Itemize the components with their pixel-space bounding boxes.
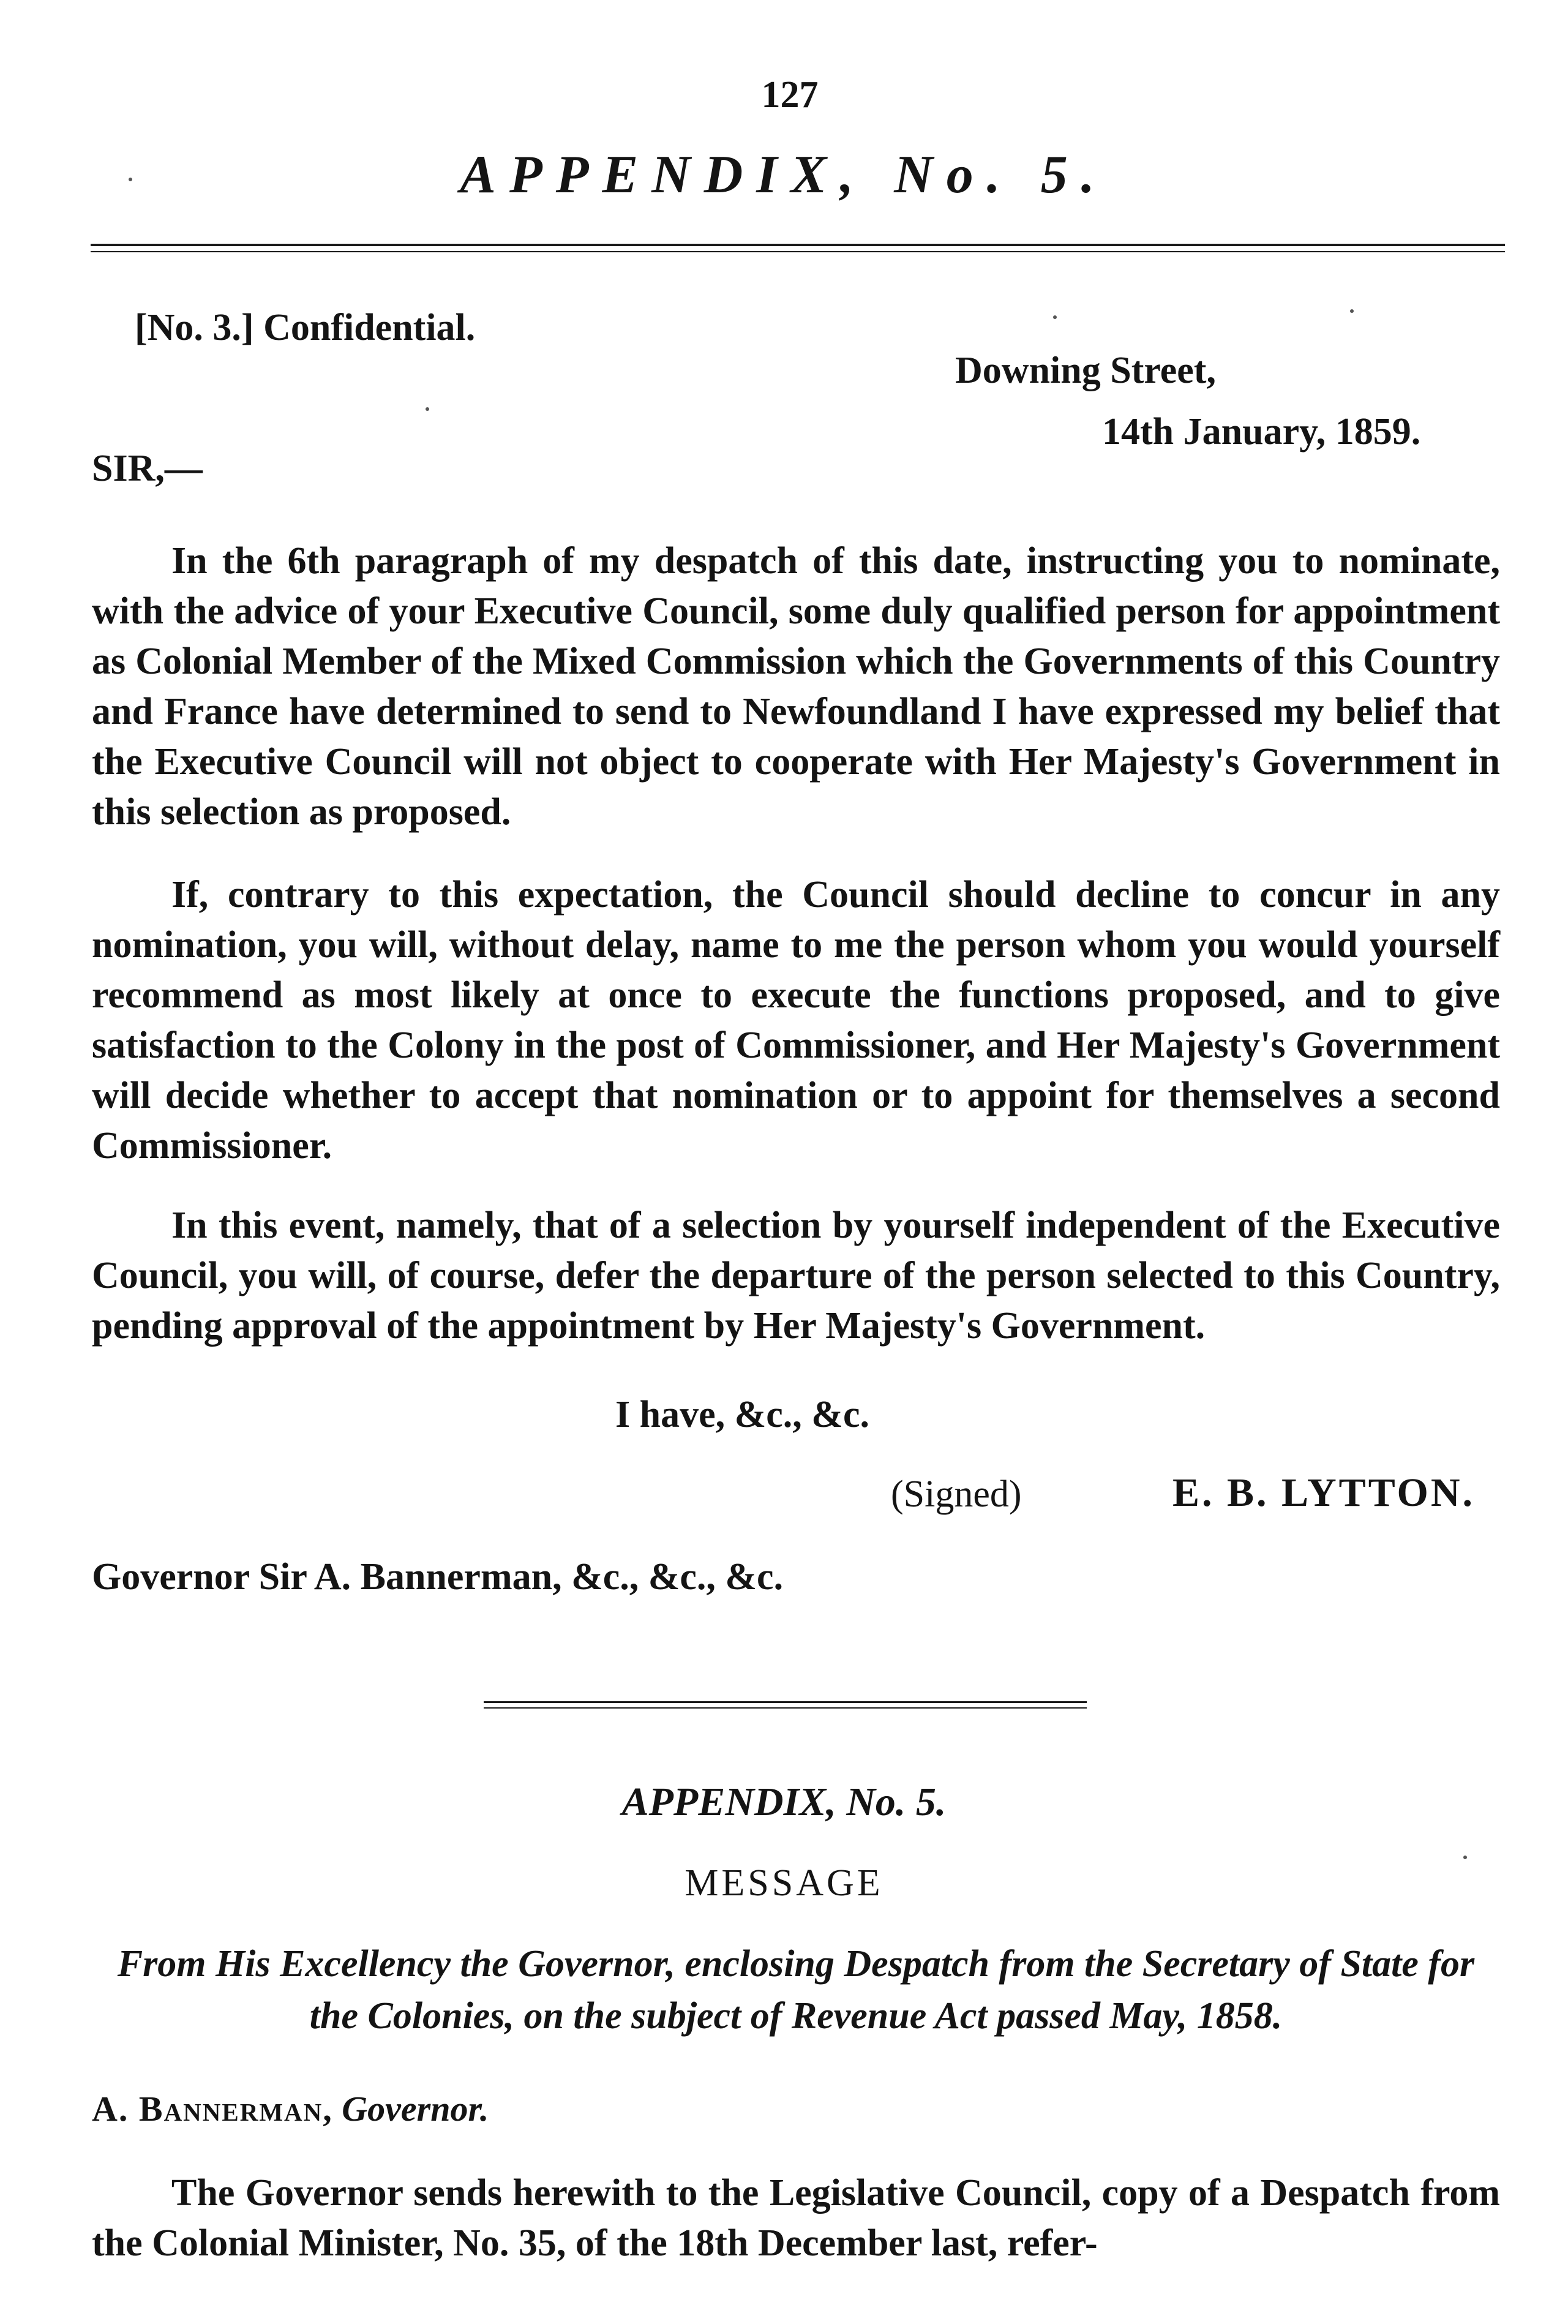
addressee: Governor Sir A. Bannerman, &c., &c., &c. [92,1556,784,1598]
letter-reference: [No. 3.] Confidential. [135,307,476,348]
letter-paragraph-2: If, contrary to this expectation, the Council should decline to concur in any nomination, you will, without delay, name to me the person whom you would yourself recommend as most likely at once to execute the functions proposed, and to give satisfaction to the Colony in the post of Commissioner, and Her Majesty's Government will decide whether to accept that nomination or to appoint for themselves a second Commissioner. [92,874,1500,1167]
address-date: 14th January, 1859. [1102,411,1421,453]
appendix-heading: APPENDIX, No. 5. [460,145,1108,205]
print-speck [426,407,429,411]
section-divider-secondary [484,1707,1087,1709]
message-title: MESSAGE [685,1862,883,1904]
signer-name: E. B. LYTTON. [1172,1470,1476,1515]
print-speck [129,178,132,181]
print-speck [1053,315,1057,319]
page-number: 127 [761,74,819,116]
address-street: Downing Street, [955,350,1216,391]
message-subtitle: From His Excellency the Governor, enclosing Despatch from the Secretary of State for the Colonies, on the subject of Revenue Act passed May, 1858. [117,1943,1475,2037]
letter-paragraph-1: In the 6th paragraph of my despatch of this date, instructing you to nominate, with the advice of your Executive Council, some duly qualified person for appointment as Colonial Member of the Mixed Commission which the Governments of this Country and France have determined to send to Newfoundland I have expressed my belief that the Executive Council will not object to cooperate with Her Majesty's Government in this selection as proposed. [92,540,1500,833]
governor-name: A. Bannerman, [92,2089,333,2129]
signed-label: (Signed) [891,1473,1022,1515]
message-paragraph: The Governor sends herewith to the Legislative Council, copy of a Despatch from the Colonial Minister, No. 35, of the 18th December last, refer- [92,2172,1500,2264]
letter-closing: I have, &c., &c. [615,1394,869,1435]
print-speck [1463,1856,1467,1859]
letter-paragraph-3: In this event, namely, that of a selection by yourself independent of the Executive Council, you will, of course, defer the departure of the person selected to this Country, pending approval of the appointment by Her Majesty's Government. [92,1205,1500,1347]
print-speck [1350,309,1354,313]
governor-line [92,2088,489,2129]
governor-title: Governor. [342,2089,489,2129]
appendix-heading-2: APPENDIX, No. 5. [621,1780,947,1824]
header-rule-secondary [91,251,1505,252]
section-divider [484,1701,1087,1703]
header-rule [91,244,1505,246]
salutation: SIR,— [92,448,203,489]
